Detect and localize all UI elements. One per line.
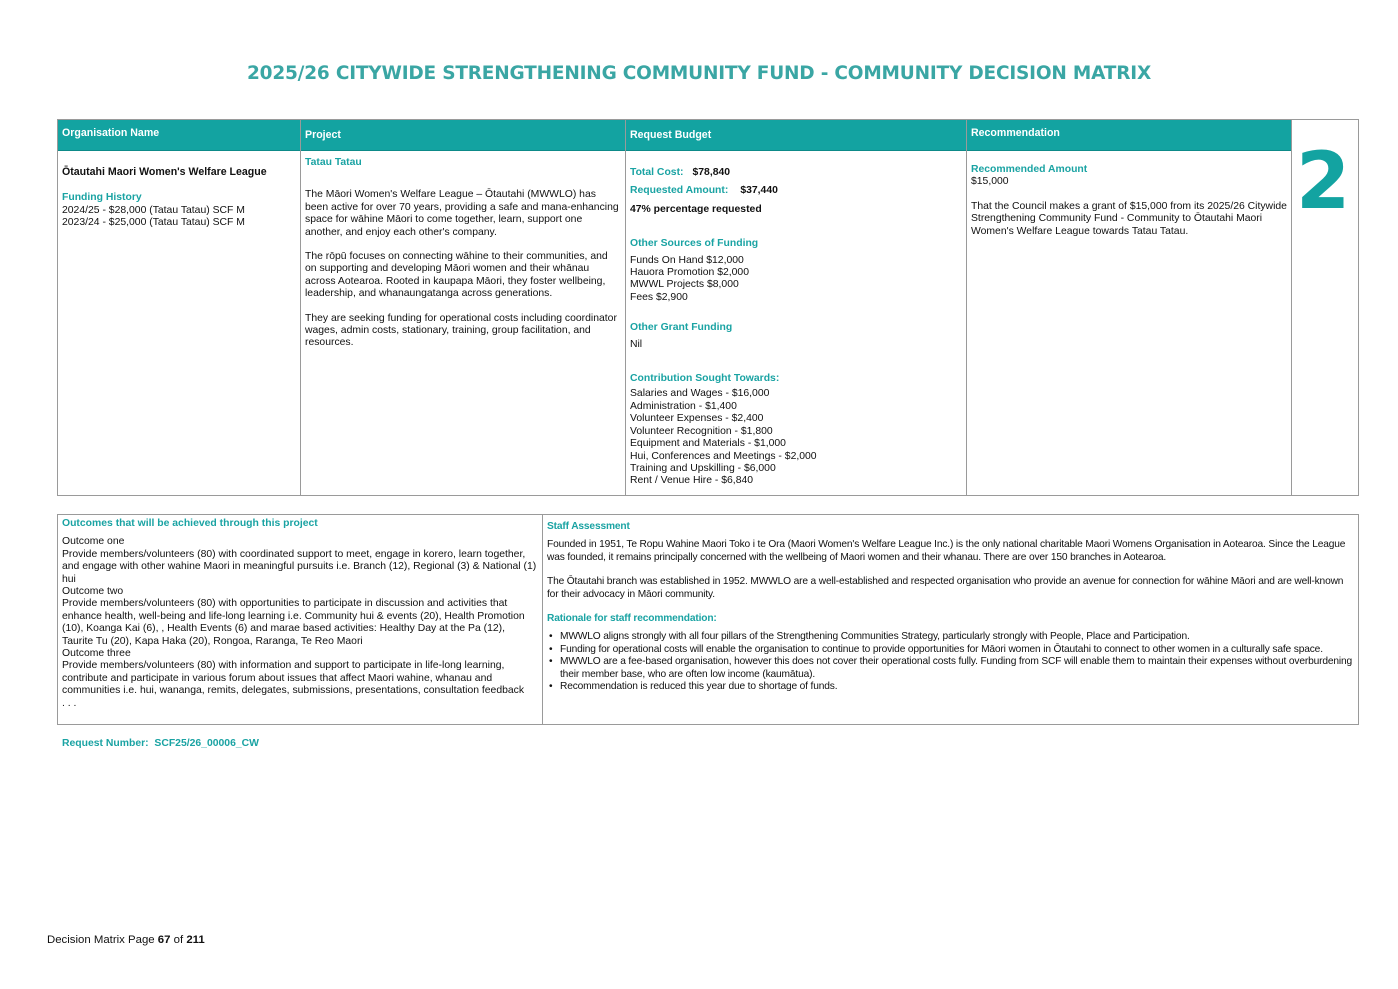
outcome-title: Outcome two xyxy=(62,586,124,598)
organisation-name: Ōtautahi Maori Women's Welfare League xyxy=(62,166,267,178)
outcome-text: Provide members/volunteers (80) with opportunities to participate in discussion and activities that enhance health, well-being and life-long learning i.e. Community hui & events (20), Health Promotion (10), Koanga Kai (6), , Health Events (6) and marae based activities: Healthy Day at the Pa (12), Taurite Tu (20), Kapa Haka (20), Rongoa, Raranga, Te Reo Maori xyxy=(62,598,525,647)
total-pages: 211 xyxy=(186,934,205,946)
rationale-item xyxy=(547,656,1354,681)
outcome-ellipsis: . . . xyxy=(62,697,77,709)
project-description: They are seeking funding for operational costs including coordinator wages, admin costs, stationary, training, group facilitation, and resources. xyxy=(305,312,617,349)
priority-column xyxy=(1292,120,1358,495)
recommended-amount-value: $15,000 xyxy=(971,176,1009,188)
contribution-item: Volunteer Expenses - $2,400 xyxy=(630,413,764,425)
funding-history-label: Funding History xyxy=(62,192,142,204)
recommendation-text: That the Council makes a grant of $15,000 from its 2025/26 Citywide Strengthening Community Fund - Community to Ōtautahi Maori Women's Welfare League towards Tatau Tatau. xyxy=(971,200,1287,237)
other-grant-label: Other Grant Funding xyxy=(630,322,733,334)
bullet-icon: • xyxy=(549,656,553,668)
bullet-icon: • xyxy=(549,631,553,643)
requested-amount-label: Requested Amount: xyxy=(630,185,729,197)
other-source-item: MWWL Projects $8,000 xyxy=(630,279,739,291)
total-cost-value: $78,840 xyxy=(692,167,731,178)
other-source-item: Hauora Promotion $2,000 xyxy=(630,267,749,279)
budget-header: Request Budget xyxy=(626,120,966,151)
contribution-label: Contribution Sought Towards: xyxy=(630,373,780,385)
outcome-text: Provide members/volunteers (80) with information and support to participate in life-long learning, contribute and participate in various forum about issues that affect Maori wahine, whanau and communities i.e. hui, wananga, remits, delegates, submissions, presentations, consultation feedback xyxy=(62,660,525,697)
funding-history-item: 2023/24 - $25,000 (Tatau Tatau) SCF M xyxy=(62,217,245,229)
project-header: Project xyxy=(301,120,625,151)
rationale-text: Funding for operational costs will enable the organisation to continue to provide opportunities for Māori women in Ōtautahi to connect to other women in a culturally safe space. xyxy=(560,643,1323,655)
contribution-item: Salaries and Wages - $16,000 xyxy=(630,388,770,400)
footer-prefix: Decision Matrix Page xyxy=(47,934,155,946)
contribution-item: Equipment and Materials - $1,000 xyxy=(630,438,786,450)
other-source-item: Funds On Hand $12,000 xyxy=(630,254,744,266)
contribution-item: Hui, Conferences and Meetings - $2,000 xyxy=(630,450,817,462)
current-page: 67 xyxy=(157,934,171,946)
rationale-text: MWWLO aligns strongly with all four pillars of the Strengthening Communities Strategy, particularly strongly with People, Place and Participation. xyxy=(560,631,1190,643)
total-cost-label: Total Cost: xyxy=(630,167,684,178)
total-cost-row xyxy=(630,167,962,179)
other-grant-value: Nil xyxy=(630,338,643,350)
rationale-text: MWWLO are a fee-based organisation, however this does not cover their operational costs fully. Funding from SCF will enable them to maintain their expenses without overburdening their member base, who are often low income (kaumātua). xyxy=(560,656,1353,680)
assessment-table xyxy=(57,514,1359,725)
priority-number: 2 xyxy=(1296,137,1351,227)
contribution-item: Volunteer Recognition - $1,800 xyxy=(630,425,773,437)
request-number-value: SCF25/26_00006_CW xyxy=(154,738,259,749)
bullet-icon: • xyxy=(549,643,553,655)
budget-column xyxy=(626,120,967,495)
footer-of: of xyxy=(173,934,184,946)
requested-amount-value: $37,440 xyxy=(740,185,778,197)
contribution-item: Rent / Venue Hire - $6,840 xyxy=(630,475,754,487)
project-name: Tatau Tatau xyxy=(305,157,362,168)
recommendation-column xyxy=(967,120,1292,495)
bullet-icon: • xyxy=(549,681,553,693)
rationale-text: Recommendation is reduced this year due to shortage of funds. xyxy=(560,681,838,693)
project-description: The rōpū focuses on connecting wāhine to their communities, and on supporting and developing Māori women and their whānau across Aotearoa. Rooted in kaupapa Māori, they foster wellbeing, leadership, and whanaungatanga across generations. xyxy=(305,251,608,300)
outcomes-label: Outcomes that will be achieved through this project xyxy=(62,518,318,529)
project-column xyxy=(301,120,626,495)
other-source-item: Fees $2,900 xyxy=(630,291,688,303)
organisation-column xyxy=(58,120,301,495)
request-number xyxy=(62,738,259,750)
outcome-title: Outcome one xyxy=(62,536,125,548)
contribution-item: Training and Upskilling - $6,000 xyxy=(630,462,776,474)
rationale-list xyxy=(547,631,1354,693)
page-title: 2025/26 CITYWIDE STRENGTHENING COMMUNITY FUND - COMMUNITY DECISION MATRIX xyxy=(246,63,1152,84)
other-sources-label: Other Sources of Funding xyxy=(630,238,759,250)
rationale-label: Rationale for staff recommendation: xyxy=(547,613,717,625)
staff-assessment-text: The Ōtautahi branch was established in 1952. MWWLO are a well-established and respected organisation who provide an avenue for connection for wāhine Māori and are well-known for their advocacy in Māori community. xyxy=(547,576,1344,600)
outcome-text: Provide members/volunteers (80) with coordinated support to meet, engage in korero, learn together, and engage with other wahine Maori in meaningful pursuits i.e. Branch (12), Regional (3) & National (1) hui xyxy=(62,548,537,585)
staff-assessment-text: Founded in 1951, Te Ropu Wahine Maori Toko i te Ora (Maori Women's Welfare League Inc.) is the only national charitable Maori Womens Organisation in Aotearoa. Since the League was founded, it remains principally concerned with the wellbeing of Maori women and their whanau. There are over 150 branches in Aotearoa. xyxy=(547,539,1346,563)
rationale-item xyxy=(547,631,1354,643)
outcomes-section xyxy=(58,515,543,724)
organisation-header: Organisation Name xyxy=(58,120,300,151)
contribution-item: Administration - $1,400 xyxy=(630,400,737,412)
rationale-item xyxy=(547,644,1354,656)
funding-history-item: 2024/25 - $28,000 (Tatau Tatau) SCF M xyxy=(62,204,245,216)
page-footer xyxy=(47,934,205,946)
staff-assessment-label: Staff Assessment xyxy=(547,521,630,532)
project-description: The Māori Women's Welfare League – Ōtautahi (MWWLO) has been active for over 70 years, providing a safe and mana-enhancing space for wāhine Māori to come together, learn, support one another, and enjoy each other's company. xyxy=(305,189,619,238)
recommendation-header: Recommendation xyxy=(967,120,1291,151)
percentage-requested: 47% percentage requested xyxy=(630,203,762,215)
decision-matrix-table xyxy=(57,119,1359,496)
rationale-item xyxy=(547,681,1354,693)
recommended-amount-label: Recommended Amount xyxy=(971,164,1088,175)
outcome-title: Outcome three xyxy=(62,648,131,660)
request-number-label: Request Number: xyxy=(62,738,149,749)
requested-amount-row xyxy=(630,185,962,197)
staff-assessment-section xyxy=(543,515,1358,724)
